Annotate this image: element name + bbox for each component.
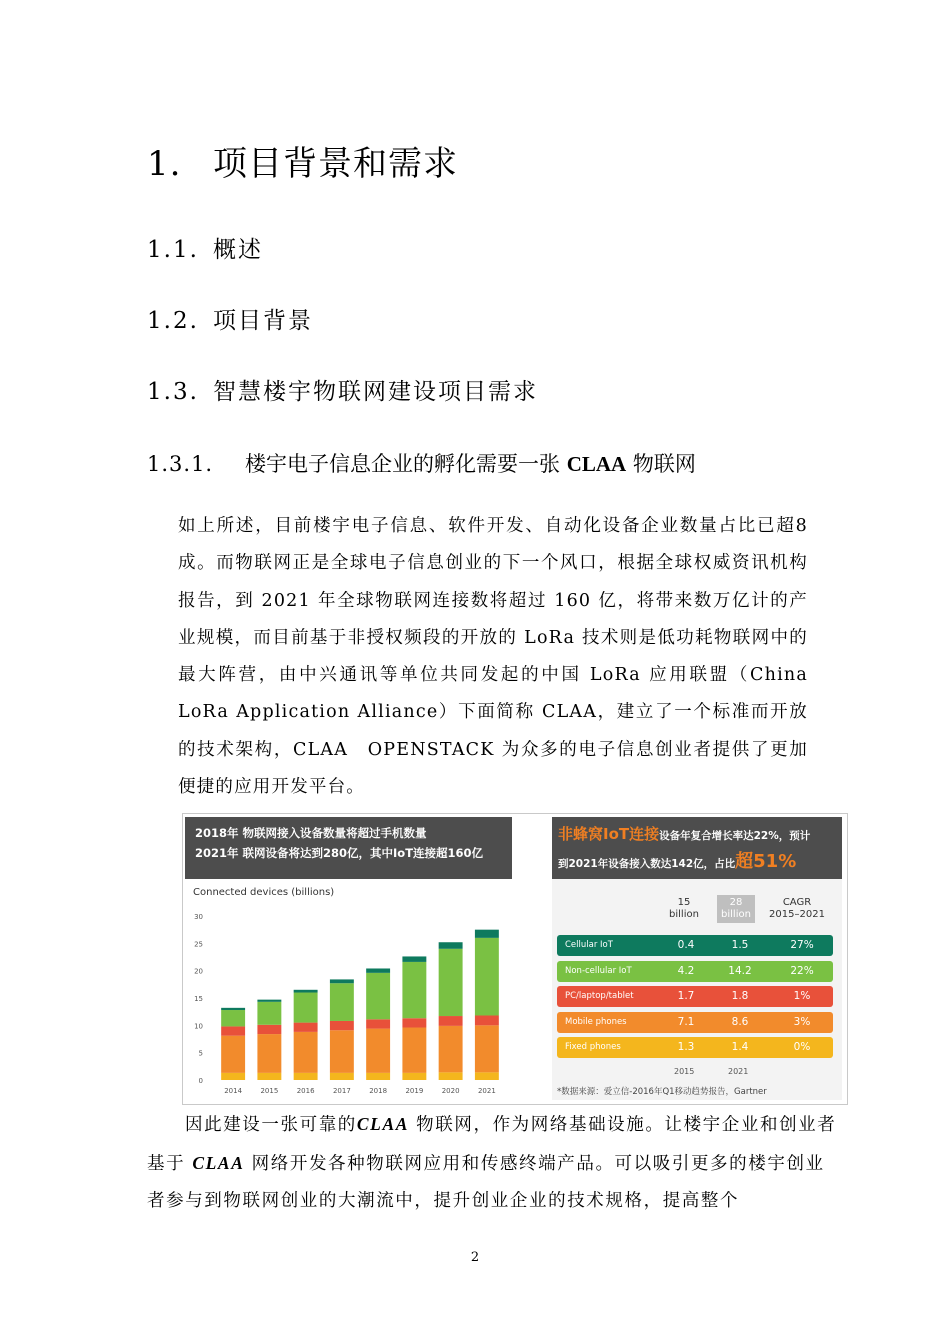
value-cagr: 27%	[790, 939, 814, 951]
x-tick-label: 2014	[224, 1087, 243, 1095]
value-cagr: 0%	[793, 1041, 811, 1053]
bar-segment	[221, 1036, 245, 1073]
left-banner-line-2: 2021年 联网设备将达到280亿，其中IoT连接超160亿	[195, 846, 484, 860]
bar-segment	[294, 1023, 318, 1032]
bar-segment	[294, 1032, 318, 1073]
heading-1	[147, 136, 458, 185]
bar-segment	[402, 956, 426, 961]
heading-3-text: 楼宇电子信息企业的孵化需要一张	[245, 452, 567, 476]
bar-segment	[439, 942, 463, 949]
bar-segment	[330, 1073, 354, 1080]
bar-segment	[294, 1073, 318, 1080]
heading-2-overview	[147, 231, 263, 264]
paragraph-2-part-2: 物联网，作为网络基础设施。让楼宇企业和创业者基于	[147, 1115, 837, 1174]
y-tick-label: 20	[194, 967, 203, 976]
bar-segment	[221, 1073, 245, 1080]
paragraph-2-claa-1: CLAA	[356, 1114, 410, 1134]
source-note: *数据来源：爱立信-2016年Q1移动趋势报告，Gartner	[557, 1087, 767, 1097]
value-2021: 1.5	[731, 939, 749, 951]
left-panel	[185, 817, 512, 1100]
y-tick-label: 15	[194, 995, 203, 1003]
y-tick-label: 30	[194, 913, 203, 921]
bar-segment	[257, 1002, 281, 1025]
right-banner-text: 设备年复合增长率达22%，预计	[659, 830, 811, 842]
bar-segment	[475, 1025, 499, 1072]
left-banner	[185, 817, 512, 879]
stacked-bar-chart	[185, 881, 512, 1100]
row-label: PC/laptop/tablet	[565, 991, 634, 1001]
heading-2-number: 1.3.	[147, 379, 199, 405]
table-header-2015	[660, 897, 708, 921]
value-cagr: 22%	[790, 964, 814, 977]
bar-segment	[366, 968, 390, 972]
value-2015: 0.4	[677, 939, 695, 951]
paragraph-2-part-3: 网络开发各种物联网应用和传感终端产品。可以吸引更多的楼宇创业者参与到物联网创业的大潮流中，提升创业企业的技术规格，提高整个	[147, 1153, 825, 1211]
table-row	[557, 986, 833, 1007]
y-tick-label: 10	[194, 1022, 203, 1031]
heading-3	[147, 448, 696, 478]
paragraph-1: 如上所述，目前楼宇电子信息、软件开发、自动化设备企业数量占比已超8成。而物联网正是全球电子信息创业的下一个风口，根据全球权威资讯机构报告，到 2021 年全球物联网连接数将超过 160 亿，将带来数万亿计的产业规模，而目前基于非授权频段的开放的 LoRa 技术则是低功耗物联网中的最大阵营，由中兴通讯等单位共同发起的中国 LoRa 应用联盟（China LoRa Application Alliance）下面简称 CLAA，建立了一个标准而开放的技术架构，CLAA OPENSTACK 为众多的电子信息创业者提供了更加便捷的应用开发平台。	[178, 516, 808, 798]
table-header-cagr	[762, 897, 832, 921]
bar-segment	[439, 949, 463, 1016]
right-banner-big: 51%	[753, 851, 797, 872]
right-banner	[552, 817, 842, 879]
heading-1-text: 项目背景和需求	[213, 144, 458, 184]
page-number: 2	[470, 1250, 480, 1265]
value-2021: 1.8	[731, 990, 749, 1002]
paragraph-2	[147, 1106, 839, 1221]
value-2015: 1.3	[677, 1041, 695, 1053]
row-label: Non-cellular IoT	[565, 965, 632, 976]
bar-segment	[402, 1018, 426, 1027]
value-2015: 7.1	[677, 1015, 695, 1028]
left-banner-line-1: 2018年 物联网接入设备数量将超过手机数量	[195, 826, 427, 840]
bar-segment	[475, 1015, 499, 1025]
bar-segment	[439, 1026, 463, 1072]
bar-segment	[257, 1025, 281, 1034]
x-tick-label: 2015	[260, 1087, 279, 1095]
x-tick-label: 2016	[296, 1087, 315, 1095]
bar-segment	[330, 983, 354, 1021]
bar-segment	[366, 1073, 390, 1080]
bar-segment	[366, 973, 390, 1019]
bar-segment	[221, 1026, 245, 1035]
header-unit: 2015–2021	[769, 909, 825, 920]
heading-2-requirements	[147, 373, 538, 406]
y-tick-label: 5	[198, 1049, 203, 1058]
bar-segment	[257, 1034, 281, 1073]
table-row	[557, 1037, 833, 1058]
bar-segment	[402, 962, 426, 1018]
header-unit: billion	[669, 909, 699, 920]
bar-segment	[439, 1016, 463, 1026]
row-label: Cellular IoT	[565, 940, 613, 950]
header-value: 28	[729, 897, 743, 908]
chart-title: Connected devices (billions)	[193, 887, 335, 898]
heading-2-text: 项目背景	[213, 308, 313, 334]
bar-segment	[330, 979, 354, 983]
header-value: 15	[677, 897, 691, 908]
right-banner-big-prefix: 超	[735, 851, 754, 872]
heading-2-number: 1.2.	[147, 308, 199, 334]
right-banner-highlight: 非蜂窝IoT连接	[558, 825, 660, 843]
heading-3-number: 1.3.1.	[147, 452, 214, 476]
value-2015: 1.7	[677, 990, 695, 1002]
heading-2-number: 1.1.	[147, 237, 199, 263]
bar-segment	[366, 1029, 390, 1073]
bar-segment	[366, 1019, 390, 1028]
chart-area	[185, 881, 512, 1100]
y-tick-label: 0	[198, 1077, 203, 1085]
bar-segment	[257, 1073, 281, 1080]
value-2021: 8.6	[731, 1015, 749, 1028]
x-tick-label: 2017	[332, 1087, 351, 1095]
row-label: Mobile phones	[565, 1016, 627, 1027]
header-value: CAGR	[782, 897, 812, 908]
heading-2-background	[147, 302, 313, 335]
value-2021: 1.4	[731, 1041, 749, 1053]
bar-segment	[294, 990, 318, 993]
value-cagr: 1%	[793, 990, 811, 1002]
x-tick-label: 2021	[477, 1087, 496, 1095]
heading-2-text: 概述	[213, 237, 263, 263]
heading-2-text: 智慧楼宇物联网建设项目需求	[213, 379, 538, 405]
year-label-2021: 2021	[728, 1067, 749, 1076]
value-2015: 4.2	[677, 964, 695, 977]
bar-segment	[402, 1028, 426, 1073]
bar-segment	[257, 1000, 281, 1002]
bar-segment	[221, 1010, 245, 1026]
bar-segment	[294, 993, 318, 1023]
header-unit: billion	[721, 909, 751, 920]
table-header-2021	[717, 895, 755, 923]
bar-segment	[475, 1072, 499, 1080]
x-tick-label: 2020	[441, 1087, 460, 1095]
bar-segment	[221, 1008, 245, 1010]
bar-segment	[439, 1072, 463, 1080]
bar-segment	[475, 938, 499, 1016]
heading-3-bold: CLAA	[566, 452, 627, 476]
table-row	[557, 1012, 833, 1033]
row-label: Fixed phones	[565, 1042, 621, 1052]
paragraph-2-part-1: 因此建设一张可靠的	[185, 1115, 357, 1135]
right-banner-line-2: 到2021年设备接入数达142亿，占比	[558, 858, 736, 870]
table-row	[557, 935, 833, 956]
heading-3-tail: 物联网	[626, 452, 696, 476]
bar-segment	[475, 930, 499, 938]
right-panel	[552, 817, 842, 1100]
year-label-2015: 2015	[674, 1067, 695, 1076]
bar-segment	[330, 1021, 354, 1030]
value-cagr: 3%	[793, 1015, 811, 1028]
x-tick-label: 2018	[369, 1087, 388, 1095]
x-tick-label: 2019	[405, 1087, 424, 1095]
iot-infographic	[182, 813, 848, 1105]
bar-segment	[402, 1073, 426, 1080]
y-tick-label: 25	[194, 940, 203, 949]
value-2021: 14.2	[728, 964, 752, 977]
bar-segment	[330, 1030, 354, 1073]
paragraph-2-claa-2: CLAA	[192, 1152, 245, 1173]
table-row	[557, 961, 833, 982]
heading-1-number: 1.	[147, 144, 182, 184]
